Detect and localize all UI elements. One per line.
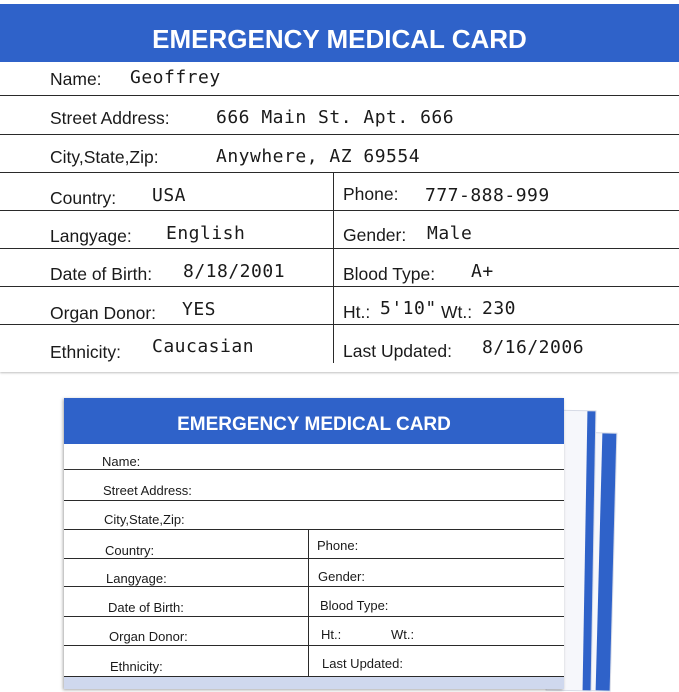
height-value: 5'10" xyxy=(380,298,437,319)
dob-value: 8/18/2001 xyxy=(183,261,286,282)
gender-label: Gender: xyxy=(343,225,407,245)
city-label: City,State,Zip: xyxy=(50,147,159,167)
gender-label: Gender: xyxy=(318,569,365,584)
card-title-banner: EMERGENCY MEDICAL CARD xyxy=(0,0,679,62)
language-value: English xyxy=(166,223,246,244)
ethnicity-label: Ethnicity: xyxy=(110,659,163,674)
last-updated-label: Last Updated: xyxy=(343,341,452,361)
weight-label: Wt.: xyxy=(441,302,473,322)
weight-value: 230 xyxy=(482,298,517,319)
language-label: Langyage: xyxy=(106,571,167,586)
organ-donor-label: Organ Donor: xyxy=(109,629,188,644)
last-updated-label: Last Updated: xyxy=(322,656,403,671)
phone-value: 777-888-999 xyxy=(425,185,550,206)
street-label: Street Address: xyxy=(50,108,170,128)
blood-type-value: A+ xyxy=(471,261,494,282)
phone-label: Phone: xyxy=(343,184,399,204)
dob-label: Date of Birth: xyxy=(108,600,184,615)
name-label: Name: xyxy=(50,69,102,89)
organ-donor-label: Organ Donor: xyxy=(50,303,157,323)
blood-type-label: Blood Type: xyxy=(343,264,436,284)
blood-type-label: Blood Type: xyxy=(320,598,389,613)
card-bottom-edge xyxy=(64,677,564,689)
column-divider xyxy=(308,530,309,676)
dob-label: Date of Birth: xyxy=(50,264,153,284)
height-label: Ht.: xyxy=(321,627,342,642)
country-label: Country: xyxy=(105,543,155,558)
last-updated-value: 8/16/2006 xyxy=(482,337,585,358)
organ-donor-value: YES xyxy=(182,299,217,320)
name-value: Geoffrey xyxy=(130,67,221,88)
blank-medical-card xyxy=(64,398,564,689)
street-label: Street Address: xyxy=(103,483,192,498)
gender-value: Male xyxy=(427,223,473,244)
card-edge-stripe xyxy=(596,433,617,690)
card-title-banner: EMERGENCY MEDICAL CARD xyxy=(64,398,564,444)
phone-label: Phone: xyxy=(317,538,359,553)
city-value: Anywhere, AZ 69554 xyxy=(216,146,421,167)
country-label: Country: xyxy=(50,188,117,208)
city-label: City,State,Zip: xyxy=(104,512,185,527)
street-value: 666 Main St. Apt. 666 xyxy=(216,107,455,128)
name-label: Name: xyxy=(102,454,141,469)
language-label: Langyage: xyxy=(50,226,132,246)
ethnicity-value: Caucasian xyxy=(152,336,255,357)
country-value: USA xyxy=(152,185,187,206)
height-label: Ht.: xyxy=(343,302,371,322)
ethnicity-label: Ethnicity: xyxy=(50,342,121,362)
column-divider xyxy=(333,173,334,363)
weight-label: Wt.: xyxy=(391,627,415,642)
row-name xyxy=(0,58,679,96)
